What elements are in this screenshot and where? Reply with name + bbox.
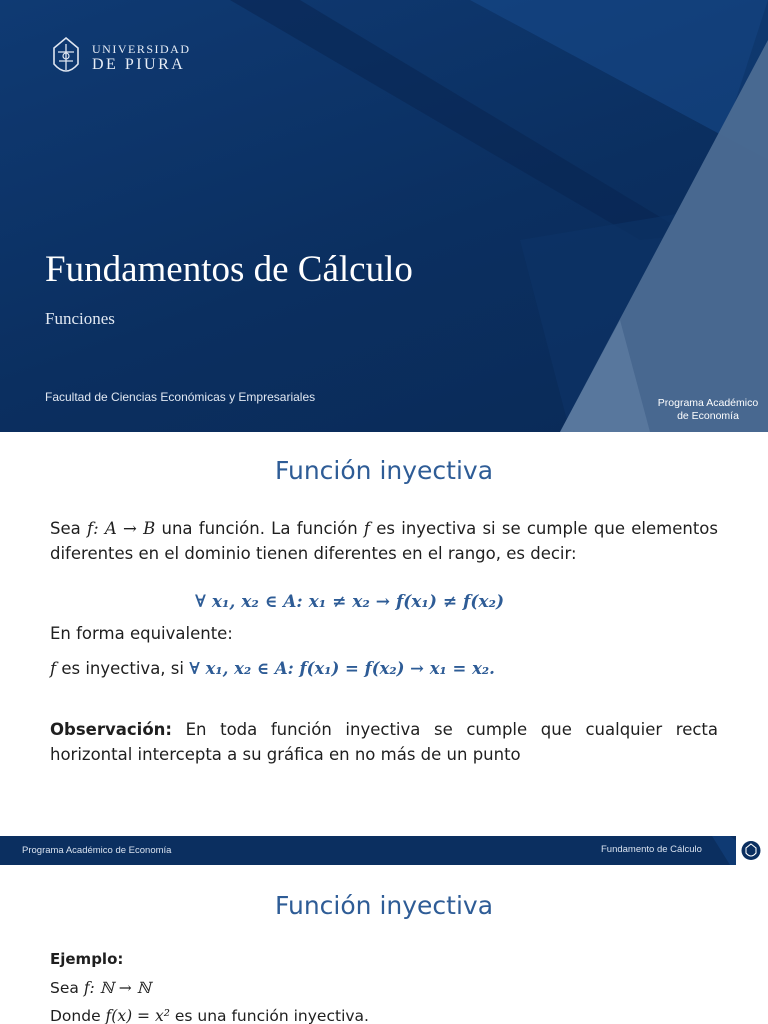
example-label: Ejemplo:	[50, 950, 124, 968]
slide-title-example: Función inyectiva	[274, 891, 494, 920]
observation-text: En toda función inyectiva se cumple que cualquier recta horizontal intercepta a su gráfica en no más de un punto	[50, 720, 718, 764]
page-title: Fundamentos de Cálculo	[45, 249, 413, 290]
equivalent-text: es inyectiva, si	[56, 659, 190, 678]
slide-footer	[0, 836, 768, 865]
definition-text-b: una función. La función	[155, 519, 364, 538]
observation-label: Observación:	[50, 720, 172, 739]
definition-paragraph	[50, 516, 718, 566]
slide-title: Función inyectiva	[274, 456, 494, 485]
subtitle: Funciones	[45, 309, 115, 328]
example-sea-line	[50, 976, 151, 1001]
observation-paragraph	[50, 717, 718, 767]
formula-equivalent: ∀ x₁, x₂ ∈ A: f(x₁) = f(x₂) → x₁ = x₂.	[189, 659, 495, 678]
example-slide	[0, 865, 768, 1024]
math-mapping: : A → B	[93, 519, 156, 538]
program-label	[648, 397, 768, 423]
definition-text-a: Sea	[50, 519, 87, 538]
example-donde-line	[50, 1004, 369, 1024]
logo-line2: DE PIURA	[92, 56, 186, 73]
definition-slide	[0, 432, 768, 836]
university-crest-icon	[48, 34, 84, 80]
faculty-label: Facultad de Ciencias Económicas y Empresariales	[45, 390, 316, 404]
injective-formula	[195, 589, 504, 615]
math-f-square: f(x) = x²	[105, 1007, 170, 1024]
math-f: f	[86, 519, 94, 538]
equivalent-form-line	[50, 656, 495, 681]
logo-line1: UNIVERSIDAD	[92, 42, 191, 56]
math-f-equiv: f	[50, 659, 57, 678]
formula-injective: ∀ x₁, x₂ ∈ A: x₁ ≠ x₂ → f(x₁) ≠ f(x₂)	[195, 592, 504, 612]
title-slide	[0, 0, 768, 432]
university-logo-text	[92, 41, 191, 73]
footer-crest-icon	[740, 839, 762, 862]
equivalent-form-label: En forma equivalente:	[50, 624, 233, 643]
definition-text-c: es inyectiva si se cumple que elementos diferentes en el dominio tienen diferentes en el rango, es decir:	[50, 519, 718, 563]
footer-course: Fundamento de Cálculo	[601, 844, 702, 855]
math-f-second: f	[363, 519, 371, 538]
donde-rest: es una función inyectiva.	[169, 1007, 369, 1024]
program-line2: de Economía	[677, 410, 739, 422]
footer-program: Programa Académico de Economía	[22, 845, 172, 856]
math-naturals-map: f: ℕ → ℕ	[83, 979, 151, 997]
donde-text: Donde	[50, 1007, 106, 1024]
sea-text: Sea	[50, 979, 84, 997]
program-line1: Programa Académico	[657, 397, 759, 409]
university-logo	[48, 34, 191, 80]
